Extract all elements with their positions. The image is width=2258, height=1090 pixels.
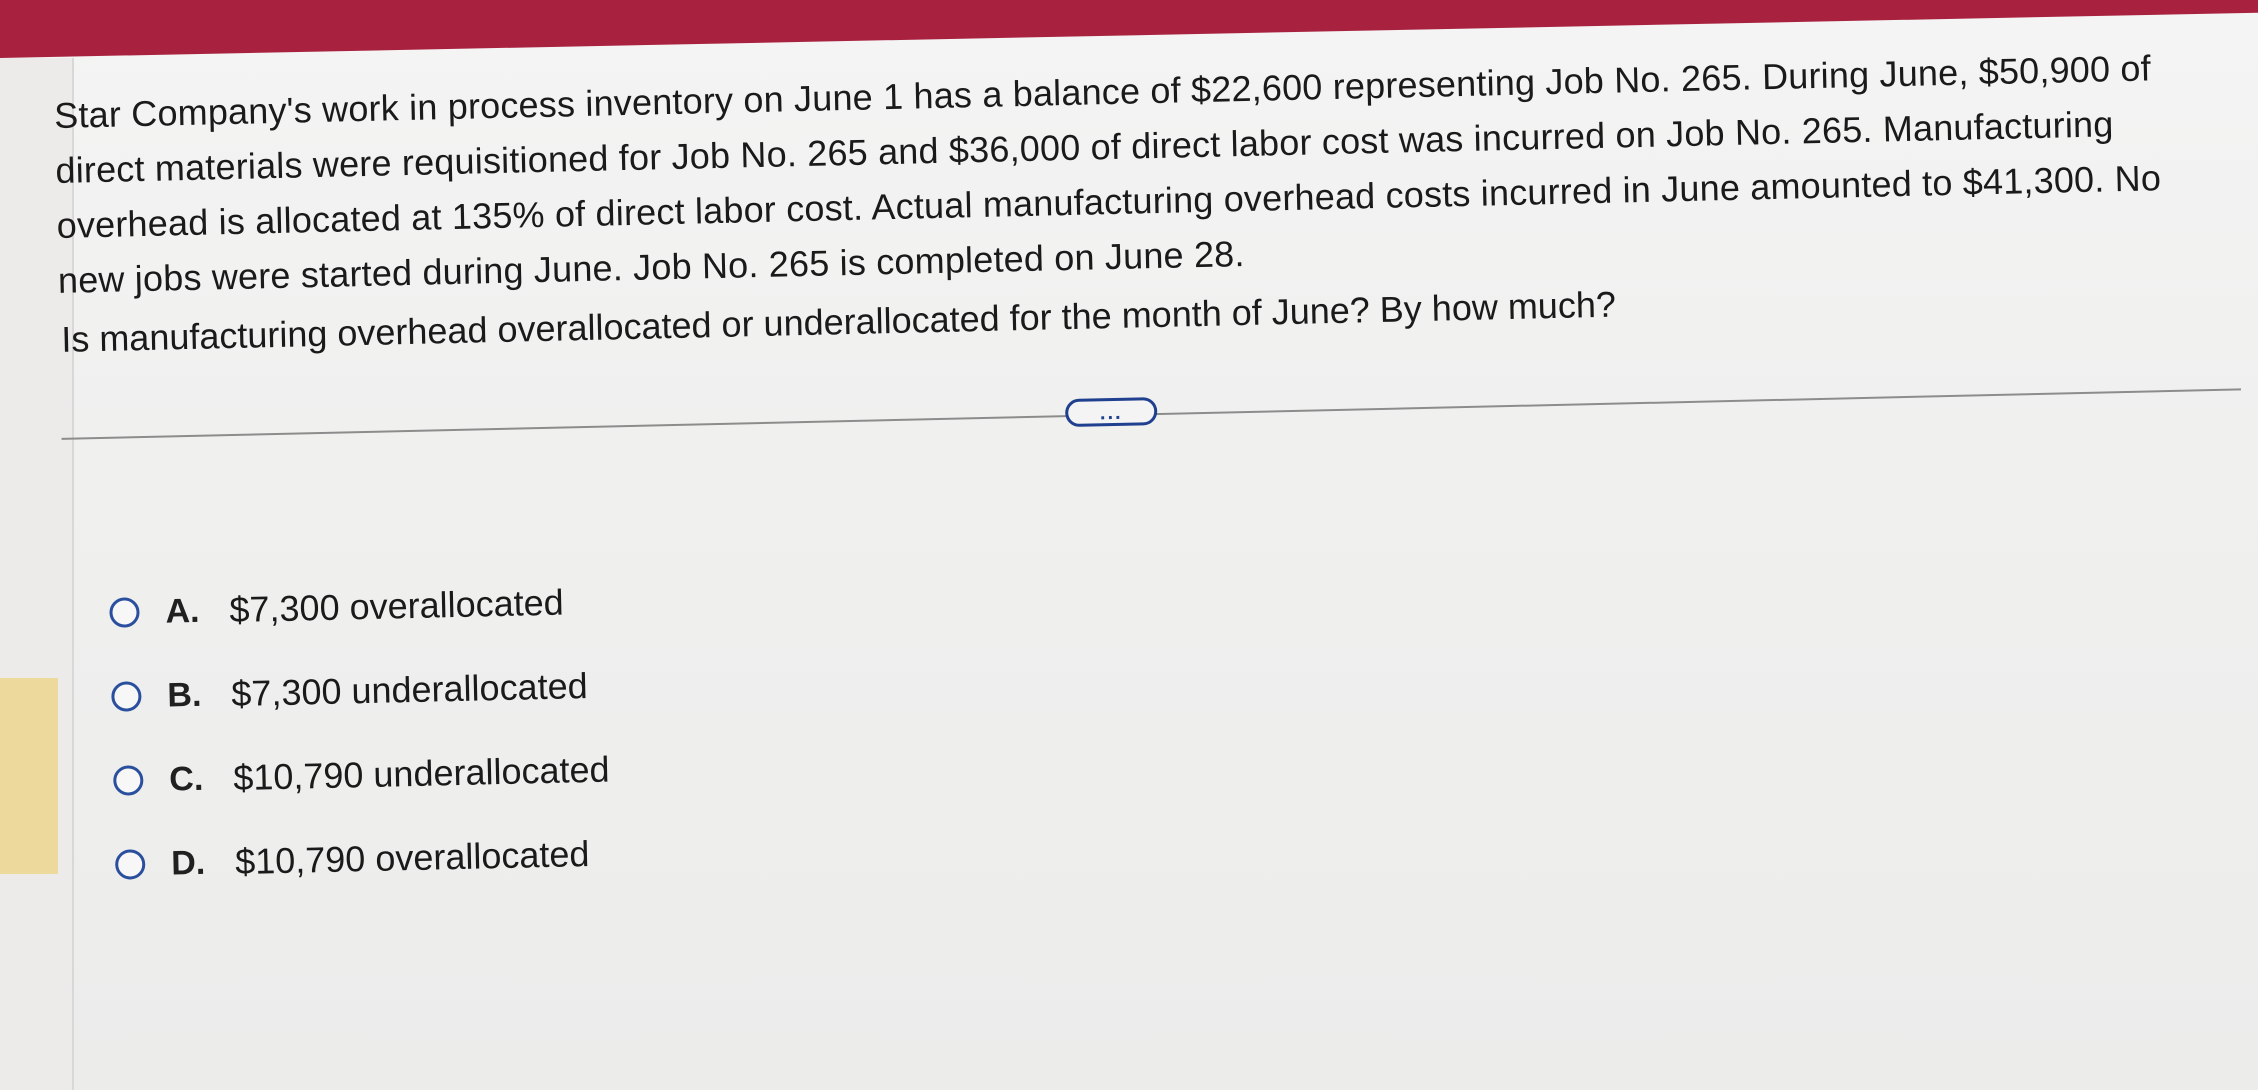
option-letter: B. bbox=[166, 675, 202, 715]
left-accent-strip bbox=[0, 678, 58, 874]
answer-options bbox=[109, 576, 613, 923]
option-a[interactable] bbox=[109, 576, 606, 639]
option-text: $10,790 underallocated bbox=[232, 748, 610, 799]
option-text: $7,300 underallocated bbox=[230, 665, 589, 715]
radio-button-icon[interactable] bbox=[111, 681, 142, 712]
question-text: Star Company's work in process inventory on June 1 has a balance of $22,600 representing Job No. 265. During June, $50,900 of direct materials were requisitioned for Job No. 265 and $36,000 of direct labor cost was incurred on Job No. 265. Manufacturing overhead is allocated at 135% of direct labor cost. Actual manufacturing overhead costs incurred in June amounted to $41,300. No new jobs were started during June. Job No. 265 is completed on June 28. bbox=[53, 47, 2162, 301]
radio-button-icon[interactable] bbox=[109, 597, 140, 628]
show-more-button[interactable]: ... bbox=[1065, 397, 1158, 427]
option-letter: D. bbox=[170, 843, 206, 883]
option-letter: A. bbox=[165, 591, 200, 631]
question-prompt: Is manufacturing overhead overallocated or underallocated for the month of June? By how much? bbox=[60, 283, 1617, 360]
option-text: $10,790 overallocated bbox=[234, 833, 590, 883]
radio-button-icon[interactable] bbox=[113, 765, 144, 796]
option-b[interactable] bbox=[111, 660, 608, 723]
option-letter: C. bbox=[168, 759, 204, 799]
option-d[interactable] bbox=[115, 828, 612, 891]
option-text: $7,300 overallocated bbox=[229, 581, 565, 631]
option-c[interactable] bbox=[113, 744, 610, 807]
question-panel bbox=[52, 0, 2255, 1078]
radio-button-icon[interactable] bbox=[115, 849, 146, 880]
